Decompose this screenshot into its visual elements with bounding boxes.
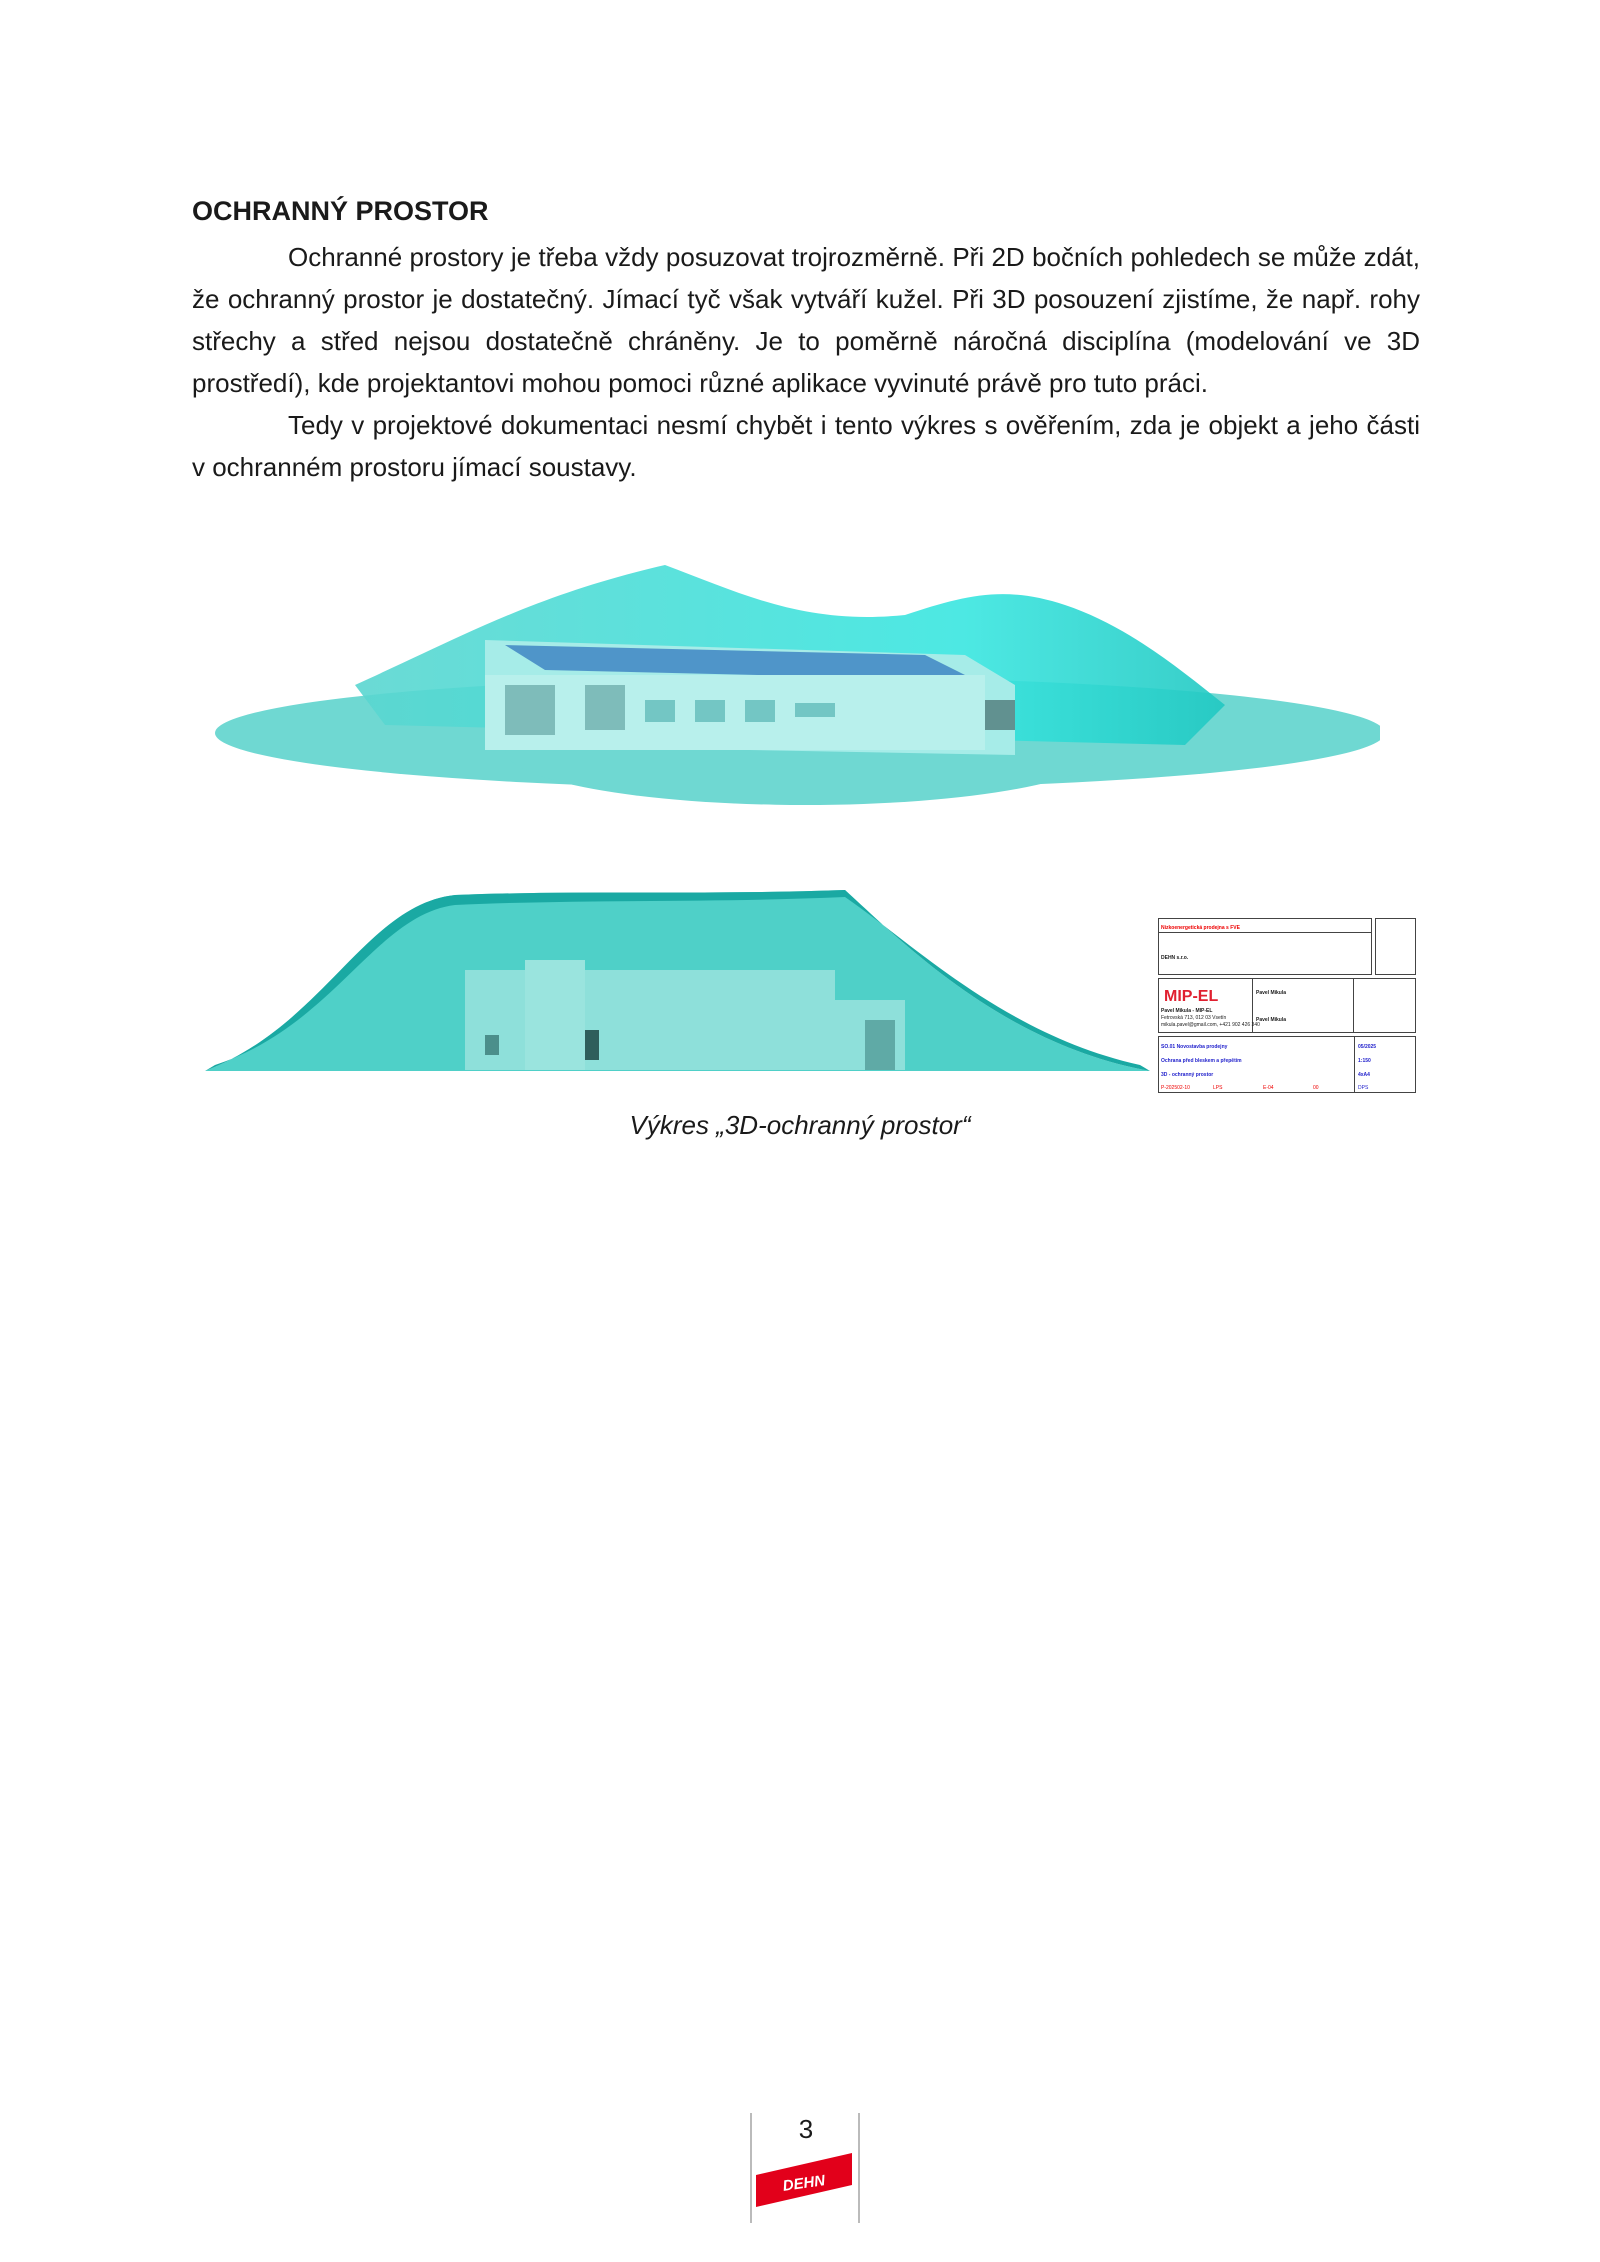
section-heading: OCHRANNÝ PROSTOR — [192, 196, 489, 226]
paragraph: Ochranné prostory je třeba vždy posuzovat trojrozměrně. Při 2D bočních pohledech se může zdát, že ochranný prostor je dostatečný. Jímací tyč však vytváří kužel. Při 3D posouzení zjistíme, že např. rohy střechy a střed nejsou dostatečně chráněny. Je to poměrně náročná disciplína (modelování ve 3D prostředí), kde projektantovi mohou pomoci různé aplikace vyvinuté právě pro tuto práci. — [192, 242, 1420, 398]
side-view-protection-zone — [205, 885, 1150, 1075]
title-block — [1158, 918, 1416, 1093]
company-address: Fetrovská 713, 012 03 Vsetín — [1161, 1015, 1227, 1021]
drawn-by: Pavel Mikula — [1256, 1017, 1287, 1023]
profession: LPS — [1213, 1085, 1223, 1091]
format: 4xA4 — [1358, 1072, 1370, 1078]
body-text — [192, 236, 1420, 488]
figure-caption: Výkres „3D-ochranný prostor“ — [629, 1110, 971, 1140]
scale: 1:150 — [1358, 1058, 1371, 1064]
number: P-202502-10 — [1161, 1085, 1190, 1091]
revision: 00 — [1313, 1085, 1319, 1091]
company-logo: MIP-EL — [1164, 988, 1219, 1005]
project-name: Nízkoenergetická prodejna s FVE — [1161, 925, 1240, 931]
stage: DPS — [1358, 1085, 1369, 1091]
company-name: Pavel Mikula - MIP-EL — [1161, 1008, 1213, 1014]
responsible: Pavel Mikula — [1256, 990, 1287, 996]
drawing-number: E-04 — [1263, 1085, 1274, 1091]
paragraph: Tedy v projektové dokumentaci nesmí chybět i tento výkres s ověřením, zda je objekt a jeho části v ochranném prostoru jímací soustavy. — [192, 410, 1420, 482]
3d-protection-zone-view — [205, 555, 1380, 815]
company-contact: mikula.pavel@gmail.com, +421 902 426 340 — [1161, 1022, 1260, 1028]
svg-text:DEHN: DEHN — [781, 2172, 827, 2195]
part: Ochrana před bleskem a přepětím — [1161, 1058, 1242, 1064]
dehn-logo — [754, 2150, 854, 2210]
drawing-name: 3D - ochranný prostor — [1161, 1072, 1214, 1078]
date: 05/2025 — [1358, 1044, 1377, 1050]
page-number: 3 — [798, 2114, 814, 2144]
investor: DEHN s.r.o. — [1161, 955, 1189, 961]
object: SO.01 Novostavba prodejny — [1161, 1044, 1228, 1050]
